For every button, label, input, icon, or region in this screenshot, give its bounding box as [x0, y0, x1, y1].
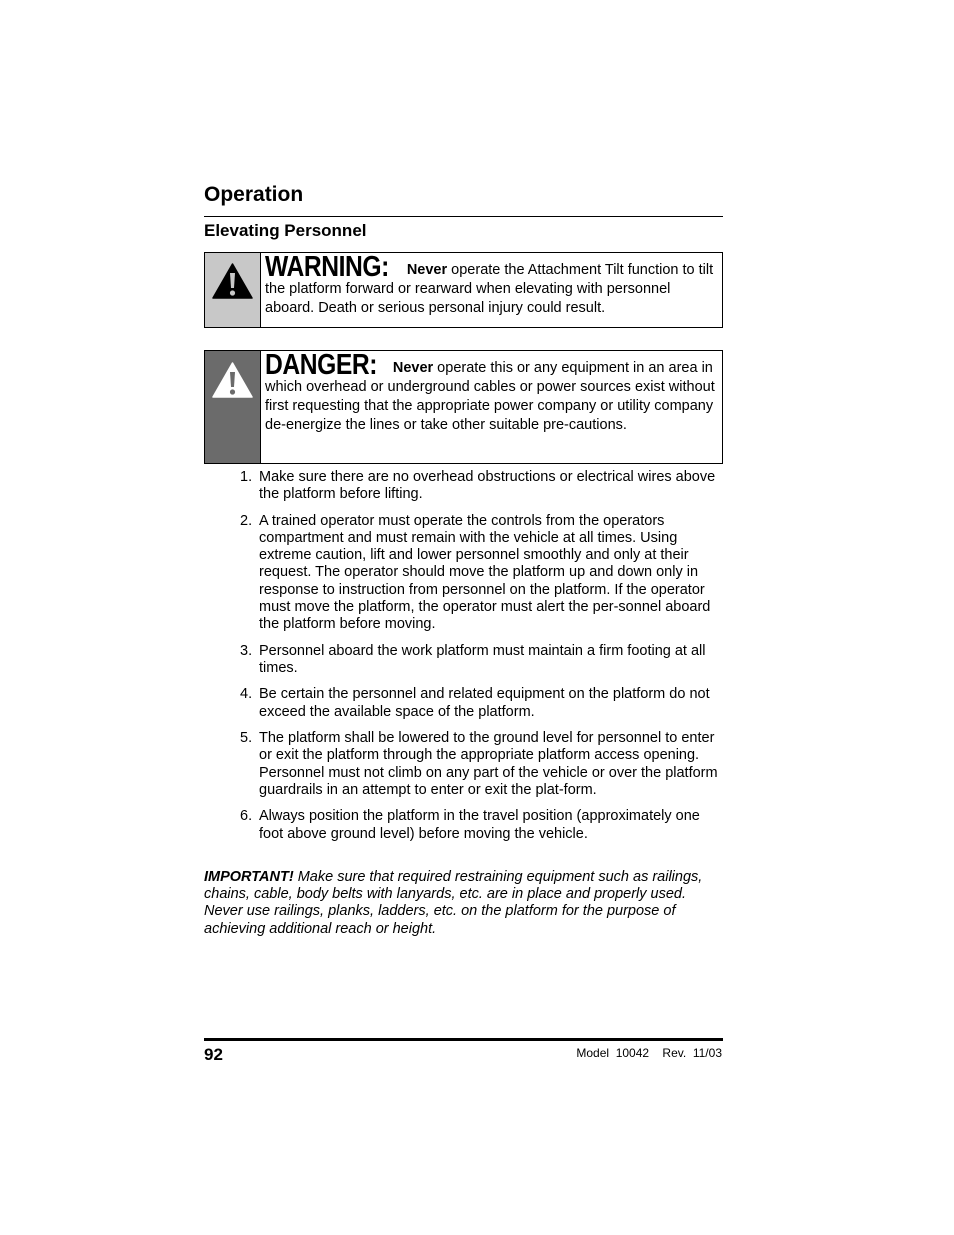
warning-label: WARNING:: [265, 251, 389, 283]
step-number: 5.: [240, 730, 253, 747]
step-text: The platform shall be lowered to the ground level for personnel to enter or exit the platform through the appropriate platform access opening. Personnel must not climb on any part of the vehicle or over the platform guardrails in an attempt to enter or exit the plat-form.: [259, 730, 718, 798]
step-number: 6.: [240, 808, 253, 825]
section-title: Operation: [204, 183, 304, 206]
important-note: [204, 869, 723, 938]
step-text: Make sure there are no overhead obstructions or electrical wires above the platform before lifting.: [259, 469, 716, 503]
step-text: Always position the platform in the travel position (approximately one foot above ground level) before moving the vehicle.: [259, 808, 700, 842]
step-number: 4.: [240, 686, 253, 703]
danger-lead: Never: [392, 360, 434, 376]
danger-side-panel: [205, 351, 261, 463]
danger-body: [261, 351, 722, 463]
warning-body: [261, 253, 722, 327]
list-item: [204, 513, 723, 633]
danger-label: DANGER:: [265, 349, 378, 381]
important-label: IMPORTANT!: [204, 869, 294, 885]
step-text: A trained operator must operate the controls from the operators compartment and must remain with the vehicle at all times. Using extreme caution, lift and lower personnel smoothly and only at their request. The operator should move the platform up and down only in response to instruction from personnel on the platform. If the operator must move the platform, the operator must alert the per-sonnel aboard the platform before moving.: [259, 512, 711, 633]
danger-callout: [204, 350, 723, 464]
step-number: 1.: [240, 469, 253, 485]
step-text: Personnel aboard the work platform must maintain a firm footing at all times.: [259, 642, 706, 676]
warning-side-panel: [205, 253, 261, 327]
warning-text: operate the Attachment Tilt function to tilt the platform forward or rearward when elevating with personnel aboard. Death or serious personal injury could result.: [265, 262, 714, 316]
footer-rule: [204, 1038, 723, 1041]
important-text: Make sure that required restraining equipment such as railings, chains, cable, body belts with lanyards, etc. are in place and properly used. Never use railings, planks, ladders, etc. on the platform for the purpose of achieving additional reach or height.: [204, 869, 703, 937]
footer-model-revision: Model 10042 Rev. 11/03: [576, 1046, 722, 1060]
warning-callout: [204, 252, 723, 328]
danger-text: operate this or any equipment in an area in which overhead or underground cables or power sources exist without first requesting that the appropriate power company or utility company de-energize the lines or take other suitable pre-cautions.: [265, 360, 715, 433]
list-item: [204, 730, 723, 799]
page-number: 92: [204, 1045, 223, 1064]
step-number: 3.: [240, 642, 253, 659]
subsection-title: Elevating Personnel: [204, 221, 367, 240]
header-rule: [204, 216, 723, 217]
list-item: [204, 469, 723, 503]
list-item: [204, 686, 723, 720]
step-text: Be certain the personnel and related equipment on the platform do not exceed the available space of the platform.: [259, 686, 710, 720]
list-item: [204, 808, 723, 842]
warning-triangle-icon: [212, 362, 253, 398]
list-item: [204, 643, 723, 677]
warning-lead: Never: [406, 262, 448, 278]
step-number: 2.: [240, 512, 253, 529]
warning-triangle-icon: [212, 263, 253, 299]
procedure-steps: [204, 469, 723, 852]
